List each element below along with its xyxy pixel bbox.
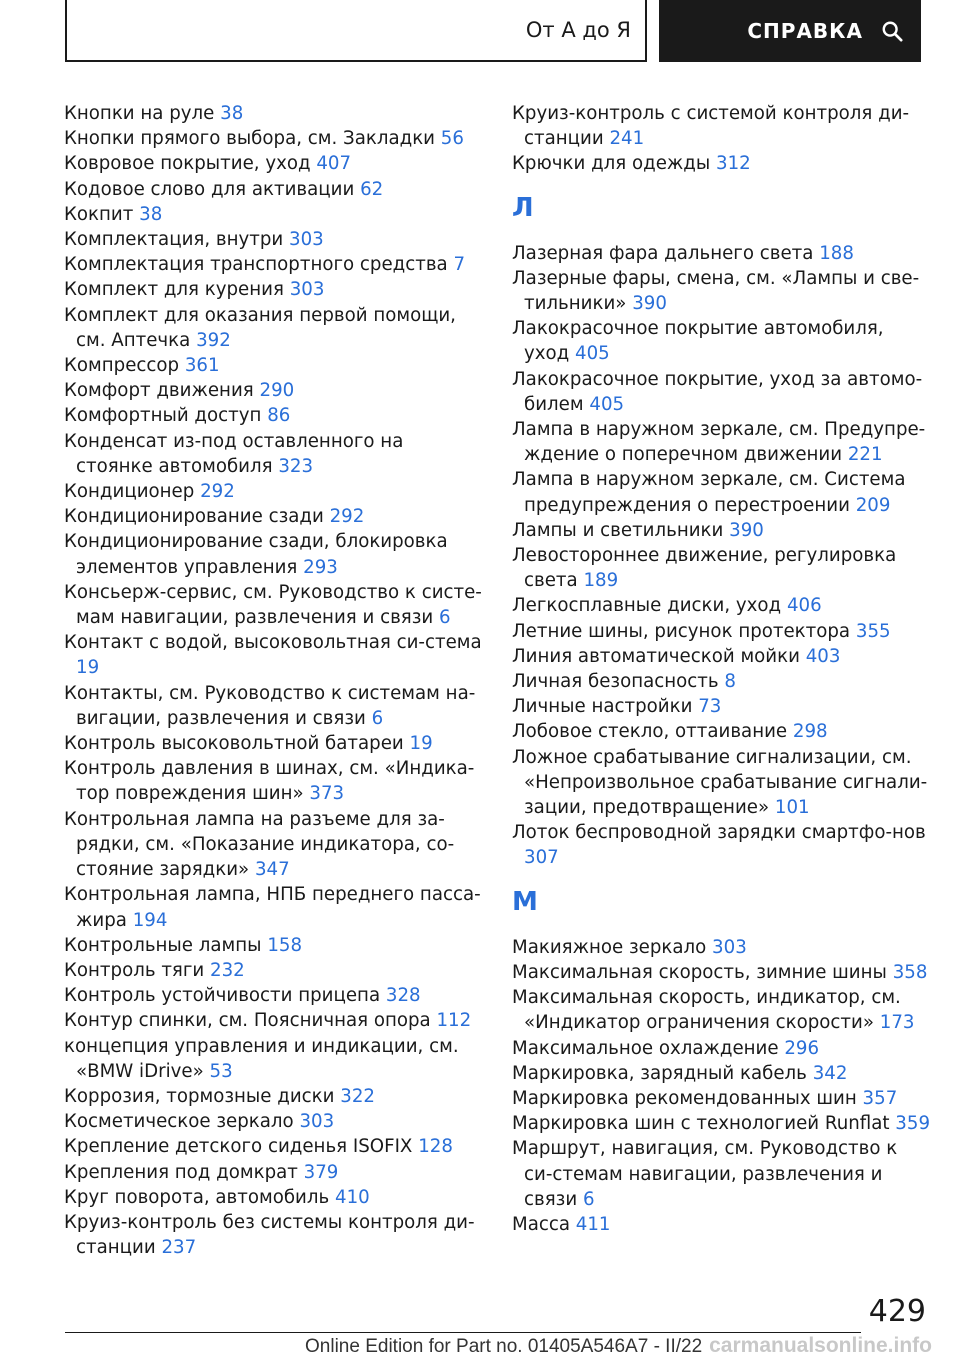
page-link[interactable]: 173 [879, 1012, 915, 1034]
index-entry [64, 630, 484, 680]
page-link[interactable]: 355 [855, 620, 891, 642]
index-entry [64, 303, 484, 353]
entry-text: Кнопки на руле [64, 103, 215, 124]
page-link[interactable]: 303 [289, 279, 325, 301]
index-entry [64, 756, 484, 806]
tab-help-label: СПРАВКА [747, 19, 863, 43]
page-number: 429 [868, 1294, 926, 1329]
index-entry [64, 1134, 484, 1159]
entry-text: Линия автоматической мойки [512, 645, 800, 667]
search-icon[interactable] [881, 20, 903, 42]
page-link[interactable]: 342 [812, 1062, 848, 1084]
entry-text: Крючки для одежды [512, 153, 711, 175]
page-link[interactable]: 405 [589, 393, 625, 415]
entry-text: Круиз-контроль без системы контроля ди-станции [64, 1211, 475, 1259]
index-entry [512, 1111, 930, 1136]
page-link[interactable]: 38 [139, 203, 163, 225]
page-link[interactable]: 62 [360, 178, 384, 200]
entry-text: Маршрут, навигация, см. Руководство к си-стемам навигации, развлечения и связи [512, 1138, 898, 1210]
index-entry [64, 277, 484, 302]
index-entry [64, 429, 484, 479]
index-entry [64, 227, 484, 252]
entry-text: Летние шины, рисунок протектора [512, 620, 851, 642]
page-link[interactable]: 411 [575, 1213, 611, 1235]
index-entry [64, 1034, 484, 1084]
entry-text: Максимальное охлаждение [512, 1037, 779, 1059]
entry-text: Контур спинки, см. Поясничная опора [64, 1010, 431, 1032]
index-entry [512, 518, 930, 543]
entry-text: Крепление детского сиденья ISOFIX [64, 1136, 413, 1158]
page-link[interactable]: 232 [210, 959, 245, 981]
page-link[interactable]: 221 [847, 444, 883, 466]
index-entry [512, 241, 930, 266]
entry-text: Кодовое слово для активации [64, 178, 355, 200]
page-link[interactable]: 6 [371, 707, 384, 729]
page-link[interactable]: 128 [418, 1136, 453, 1158]
entry-text: Маркировка шин с технологией Runflat [512, 1113, 890, 1135]
index-entry [64, 101, 484, 126]
top-navigation [65, 0, 921, 64]
index-entry [512, 745, 930, 821]
index-entry [512, 101, 930, 151]
index-entry [64, 681, 484, 731]
index-entry [64, 378, 484, 403]
page-link[interactable]: 347 [254, 859, 290, 881]
index-entry [512, 1136, 930, 1212]
index-entry [64, 958, 484, 983]
page-link[interactable]: 209 [855, 494, 891, 516]
entry-text: Ложное срабатывание сигнализации, см. «Непроизвольное срабатывание сигнали-зации, предотвращение» [512, 746, 928, 819]
index-entry [512, 467, 930, 517]
page-link[interactable]: 292 [200, 481, 235, 503]
entry-text: Кондиционер [64, 481, 195, 503]
entry-text: Масса [512, 1213, 570, 1235]
index-entry [64, 807, 484, 883]
footer-divider [65, 1332, 861, 1333]
index-entry [512, 1086, 930, 1111]
entry-text: Контроль устойчивости прицепа [64, 985, 381, 1007]
index-entry [512, 266, 930, 316]
entry-text: Комплектация, внутри [64, 229, 284, 251]
entry-text: Лакокрасочное покрытие, уход за автомо-билем [512, 368, 923, 415]
entry-text: Крепления под домкрат [64, 1161, 298, 1183]
page-link[interactable]: 158 [267, 934, 303, 956]
page-link[interactable]: 390 [632, 293, 667, 315]
page-link[interactable]: 101 [774, 797, 810, 819]
index-entry [64, 580, 484, 630]
entry-text: Лобовое стекло, оттаивание [512, 721, 788, 743]
entry-text: Контроль высоковольтной батареи [64, 733, 404, 755]
page-link[interactable]: 296 [784, 1037, 820, 1059]
page-link[interactable]: 188 [819, 242, 854, 264]
page-link[interactable]: 373 [309, 783, 345, 805]
entry-text: Контрольные лампы [64, 934, 262, 956]
page-link[interactable]: 303 [299, 1111, 335, 1133]
index-entry [512, 719, 930, 744]
page-link[interactable]: 303 [289, 229, 324, 251]
index-entry [64, 1185, 484, 1210]
entry-text: Макияжное зеркало [512, 936, 707, 958]
entry-text: Лампа в наружном зеркале, см. Система предупреждения о перестроении [512, 469, 906, 516]
index-entry [64, 504, 484, 529]
index-entry [64, 177, 484, 202]
tab-a-to-z[interactable] [65, 0, 647, 62]
index-entry [64, 1210, 484, 1260]
page-link[interactable]: 7 [453, 254, 466, 276]
entry-text: Комплектация транспортного средства [64, 254, 448, 276]
entry-text: Комплект для оказания первой помощи, см. Аптечка [64, 304, 456, 351]
page-link[interactable]: 379 [303, 1161, 339, 1183]
page-link[interactable]: 390 [729, 519, 764, 541]
page-link[interactable]: 357 [862, 1087, 898, 1109]
page-link[interactable]: 189 [583, 570, 619, 592]
index-entry [64, 1109, 484, 1134]
index-entry [512, 935, 930, 960]
entry-text: Комплект для курения [64, 279, 284, 301]
index-entry [64, 151, 484, 176]
page-link[interactable]: 112 [436, 1010, 472, 1032]
page-link[interactable]: 293 [303, 556, 338, 578]
entry-text: Кокпит [64, 203, 134, 225]
index-entry [64, 1160, 484, 1185]
page-link[interactable]: 86 [267, 405, 291, 427]
index-column-right [512, 101, 930, 1237]
index-column-left [64, 101, 484, 1260]
page-link[interactable]: 241 [609, 128, 645, 150]
entry-text: Маркировка, зарядный кабель [512, 1062, 807, 1084]
entry-text: Личная безопасность [512, 671, 719, 693]
index-entry [64, 353, 484, 378]
page-link[interactable]: 358 [892, 961, 928, 983]
page-link[interactable]: 328 [385, 985, 421, 1007]
page-link[interactable]: 392 [196, 329, 231, 351]
page-link[interactable]: 19 [409, 733, 433, 755]
index-entry [512, 593, 930, 618]
page-link[interactable]: 303 [712, 936, 747, 958]
page-link[interactable]: 323 [278, 455, 314, 477]
index-entry [64, 882, 484, 932]
index-entry [64, 479, 484, 504]
page-link[interactable]: 292 [329, 506, 365, 528]
entry-text: Кондиционирование сзади, блокировка элементов управления [64, 531, 448, 578]
page-link[interactable]: 6 [439, 607, 451, 629]
page-link[interactable]: 361 [184, 355, 220, 377]
entry-text: Косметическое зеркало [64, 1111, 294, 1133]
index-entry [512, 417, 930, 467]
entry-text: Контроль тяги [64, 959, 205, 981]
page-link[interactable]: 407 [316, 153, 352, 175]
entry-text: Маркировка рекомендованных шин [512, 1087, 857, 1109]
index-entry [64, 126, 484, 151]
page-link[interactable]: 359 [895, 1113, 931, 1135]
page-link[interactable]: 405 [575, 343, 610, 365]
page-link[interactable]: 6 [582, 1188, 595, 1210]
index-entry [512, 694, 930, 719]
entry-text: Лазерные фары, смена, см. «Лампы и све-тильники» [512, 267, 920, 315]
entry-text: концепция управления и индикации, см. «BMW iDrive» [64, 1035, 459, 1082]
entry-text: Круиз-контроль с системой контроля ди-станции [512, 103, 910, 150]
entry-text: Ковровое покрытие, уход [64, 153, 311, 175]
entry-text: Компрессор [64, 355, 180, 377]
index-entry [64, 1008, 484, 1033]
index-entry [512, 1212, 930, 1237]
edition-info: Online Edition for Part no. 01405A546A7 - II/22 [305, 1336, 703, 1357]
index-entry [512, 1061, 930, 1086]
entry-text: Лампа в наружном зеркале, см. Предупре-ждение о поперечном движении [512, 419, 926, 466]
index-entry [64, 529, 484, 579]
page-link[interactable]: 38 [220, 103, 244, 124]
entry-text: Контакты, см. Руководство к системам на-вигации, развлечения и связи [64, 682, 476, 729]
index-entry [512, 151, 930, 176]
index-entry [512, 960, 930, 985]
tab-help[interactable] [659, 0, 921, 62]
page-link[interactable]: 73 [698, 696, 722, 718]
entry-text: Максимальная скорость, зимние шины [512, 961, 887, 983]
page-link[interactable]: 410 [335, 1186, 370, 1208]
page-link[interactable]: 56 [440, 128, 464, 150]
entry-text: Кнопки прямого выбора, см. Закладки [64, 128, 435, 150]
entry-text: Лампы и светильники [512, 519, 724, 541]
entry-text: Контакт с водой, высоковольтная си-стема [64, 632, 482, 654]
index-entry [512, 985, 930, 1035]
index-entry [512, 543, 930, 593]
page-link[interactable]: 322 [340, 1085, 375, 1107]
entry-text: Кондиционирование сзади [64, 506, 324, 528]
index-entry [512, 316, 930, 366]
index-entry [512, 820, 930, 870]
page-link[interactable]: 298 [792, 721, 828, 743]
watermark: carmanualsonline.info [709, 1334, 932, 1357]
section-letter-m: М [512, 886, 538, 917]
section-letter-l: Л [512, 192, 534, 223]
entry-text: Легкосплавные диски, уход [512, 595, 782, 617]
entry-text: Консьерж-сервис, см. Руководство к систе-мам навигации, развлечения и связи [64, 581, 482, 629]
entry-text: Круг поворота, автомобиль [64, 1186, 330, 1208]
entry-text: Комфорт движения [64, 380, 254, 402]
entry-text: Контрольная лампа, НПБ переднего пасса-жира [64, 884, 481, 931]
page-link[interactable]: 312 [716, 153, 751, 175]
page-link[interactable]: 19 [76, 657, 100, 679]
index-entry [512, 669, 930, 694]
index-entry [64, 933, 484, 958]
entry-text: Лоток беспроводной зарядки смартфо-нов [512, 822, 926, 844]
page-link[interactable]: 406 [786, 595, 822, 617]
index-entry [64, 252, 484, 277]
entry-text: Комфортный доступ [64, 405, 262, 427]
tab-a-to-z-label: От А до Я [525, 18, 631, 42]
index-entry [64, 202, 484, 227]
index-entry [64, 403, 484, 428]
entry-text: Лакокрасочное покрытие автомобиля, уход [512, 318, 884, 365]
entry-text: Контроль давления в шинах, см. «Индика-тор повреждения шин» [64, 758, 475, 805]
entry-text: Конденсат из-под оставленного на стоянке автомобиля [64, 430, 404, 477]
page-link[interactable]: 403 [805, 645, 841, 667]
index-entry [512, 1036, 930, 1061]
entry-text: Левостороннее движение, регулировка света [512, 545, 897, 592]
page-link[interactable]: 237 [161, 1237, 197, 1259]
entry-text: Коррозия, тормозные диски [64, 1085, 335, 1107]
index-entry [64, 731, 484, 756]
entry-text: Контрольная лампа на разъеме для за-рядки, см. «Показание индикатора, со-стояние зарядки» [64, 808, 455, 881]
page-link[interactable]: 8 [724, 671, 736, 693]
index-entry [512, 644, 930, 669]
index-entry [64, 1084, 484, 1109]
index-entry [512, 619, 930, 644]
page-link[interactable]: 307 [524, 847, 559, 869]
page-link[interactable]: 290 [259, 380, 295, 402]
page-link[interactable]: 194 [132, 909, 168, 931]
index-entry [64, 983, 484, 1008]
entry-text: Личные настройки [512, 696, 693, 718]
entry-text: Лазерная фара дальнего света [512, 242, 814, 264]
index-entry [512, 367, 930, 417]
entry-text: Максимальная скорость, индикатор, см. «Индикатор ограничения скорости» [512, 987, 901, 1034]
page-link[interactable]: 53 [209, 1060, 233, 1082]
